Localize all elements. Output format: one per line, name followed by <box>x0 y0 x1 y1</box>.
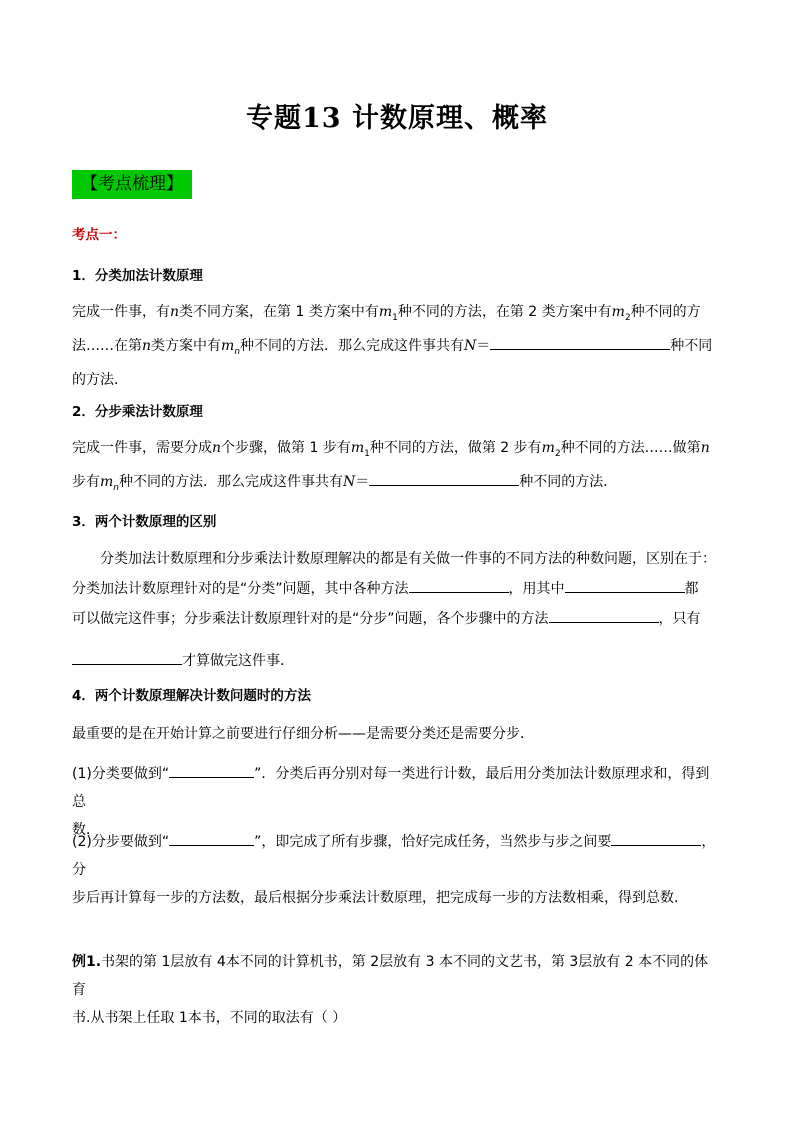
paragraph-5: (1)分类要做到“ ”．分类后再分别对每一类进行计数，最后用分类加法计数原理求和，得到总 数． <box>72 760 722 844</box>
blank <box>565 577 685 593</box>
blank <box>490 334 670 350</box>
paragraph-2: 完成一件事，需要分成n个步骤，做第 1 步有$m_1$种不同的方法，做第 2 步有$m_2$种不同的方法……做第n 步有$m_n$种不同的方法．那么完成这件事共有N＝ 种不同的方法． <box>72 440 710 493</box>
blank <box>611 830 701 846</box>
page-title: 专题13 计数原理、概率 <box>246 103 548 134</box>
blank <box>409 577 509 593</box>
example-1: 例1.书架的第 1层放有 4本不同的计算机书，第 2层放有 3 本不同的文艺书，第 3层放有 2 本不同的体育 书.从书架上任取 1本书，不同的取法有（ ） <box>72 954 709 1026</box>
paragraph-6: (2)分步要做到“ ”，即完成了所有步骤，恰好完成任务，当然步与步之间要 ，分 步后再计算每一步的方法数，最后根据分步乘法计数原理，把完成每一步的方法数相乘，得到总数． <box>72 828 722 912</box>
paragraph-1: 完成一件事，有n类不同方案，在第 1 类方案中有$m_1$种不同的方法，在第 2 类方案中有$m_2$种不同的方 法……在第n类方案中有$m_n$种不同的方法．那么完成这件事共有N＝ 种不同 的方法． <box>72 304 713 388</box>
blank <box>169 762 254 778</box>
blank <box>169 830 254 846</box>
heading-4: 4．两个计数原理解决计数问题时的方法 <box>72 688 311 704</box>
section-badge: 【考点梳理】 <box>72 170 192 199</box>
heading-1: 1．分类加法计数原理 <box>72 268 203 284</box>
blank <box>369 470 519 486</box>
paragraph-3: 分类加法计数原理和分步乘法计数原理解决的都是有关做一件事的不同方法的种数问题，区别在于： 分类加法计数原理针对的是“分类”问题，其中各种方法 ，用其中 都 可以做完这件事；分步乘法计数原理针对的是“分步”问题，各个步骤中的方法 ，只有 才算做完这件事． <box>72 551 716 669</box>
paragraph-4: 最重要的是在开始计算之前要进行仔细分析——是需要分类还是需要分步． <box>72 726 534 742</box>
heading-2: 2．分步乘法计数原理 <box>72 404 203 420</box>
blank <box>72 649 182 665</box>
heading-3: 3．两个计数原理的区别 <box>72 514 217 530</box>
blank <box>549 607 659 623</box>
section-heading: 考点一： <box>72 227 126 243</box>
